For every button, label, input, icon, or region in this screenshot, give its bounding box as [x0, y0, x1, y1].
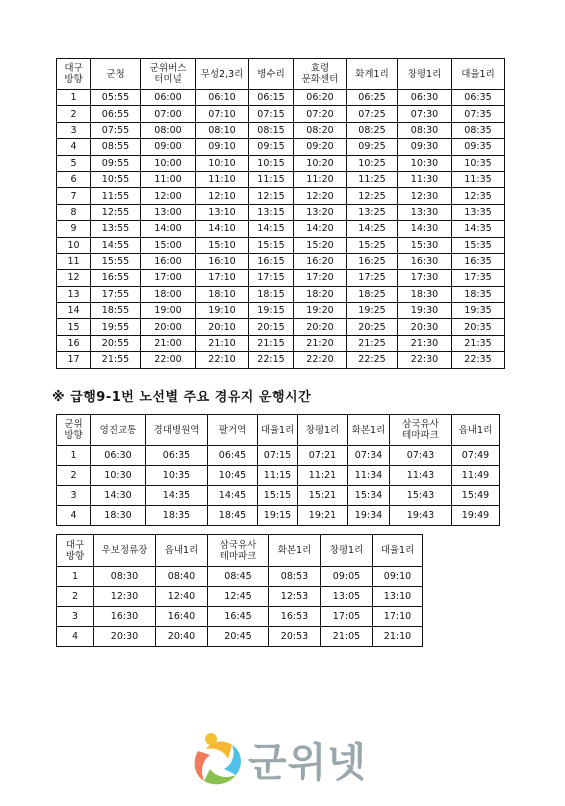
- time-cell: 19:15: [258, 506, 298, 526]
- logo-mark-icon: [190, 729, 246, 789]
- trip-number-cell: 6: [57, 171, 91, 187]
- time-cell: 12:53: [269, 587, 321, 607]
- time-cell: 12:20: [294, 188, 347, 204]
- trip-number-cell: 3: [57, 486, 91, 506]
- time-cell: 07:20: [294, 106, 347, 122]
- time-cell: 19:15: [249, 303, 294, 319]
- time-cell: 14:00: [141, 221, 196, 237]
- time-cell: 11:55: [91, 188, 141, 204]
- time-cell: 13:30: [398, 204, 452, 220]
- table-row: [57, 106, 505, 122]
- table-row: [57, 270, 505, 286]
- time-cell: 07:34: [348, 446, 390, 466]
- table-row: [57, 253, 505, 269]
- time-cell: 08:30: [94, 567, 156, 587]
- time-cell: 20:15: [249, 319, 294, 335]
- time-cell: 20:30: [94, 627, 156, 647]
- time-cell: 11:21: [298, 466, 348, 486]
- time-cell: 11:30: [398, 171, 452, 187]
- time-cell: 10:55: [91, 171, 141, 187]
- table-row: [57, 204, 505, 220]
- trip-number-cell: 4: [57, 627, 94, 647]
- time-cell: 19:49: [452, 506, 500, 526]
- time-cell: 11:49: [452, 466, 500, 486]
- column-header: 대율1리: [258, 415, 298, 446]
- table-row: [57, 171, 505, 187]
- trip-number-cell: 2: [57, 106, 91, 122]
- trip-number-cell: 1: [57, 446, 91, 466]
- time-cell: 15:35: [452, 237, 505, 253]
- time-cell: 10:10: [196, 155, 249, 171]
- table-row: [57, 446, 500, 466]
- time-cell: 15:34: [348, 486, 390, 506]
- table-row: [57, 506, 500, 526]
- table-header-row: [57, 59, 505, 90]
- table-row: [57, 567, 423, 587]
- time-cell: 22:20: [294, 352, 347, 368]
- time-cell: 21:20: [294, 335, 347, 351]
- time-cell: 08:30: [398, 122, 452, 138]
- time-cell: 08:15: [249, 122, 294, 138]
- trip-number-cell: 4: [57, 139, 91, 155]
- column-header: 효령 문화센터: [294, 59, 347, 90]
- time-cell: 19:10: [196, 303, 249, 319]
- time-cell: 21:30: [398, 335, 452, 351]
- time-cell: 16:15: [249, 253, 294, 269]
- time-cell: 18:15: [249, 286, 294, 302]
- time-cell: 19:21: [298, 506, 348, 526]
- table-row: [57, 607, 423, 627]
- time-cell: 12:30: [94, 587, 156, 607]
- trip-number-cell: 4: [57, 506, 91, 526]
- time-cell: 14:35: [452, 221, 505, 237]
- time-cell: 17:30: [398, 270, 452, 286]
- time-cell: 07:43: [390, 446, 452, 466]
- column-header: 군위 방향: [57, 415, 91, 446]
- column-header: 병수리: [249, 59, 294, 90]
- time-cell: 16:35: [452, 253, 505, 269]
- trip-number-cell: 5: [57, 155, 91, 171]
- time-cell: 06:25: [347, 90, 398, 106]
- time-cell: 12:35: [452, 188, 505, 204]
- time-cell: 18:30: [398, 286, 452, 302]
- time-cell: 18:20: [294, 286, 347, 302]
- trip-number-cell: 7: [57, 188, 91, 204]
- time-cell: 09:10: [196, 139, 249, 155]
- column-header: 삼국유사 테마파크: [390, 415, 452, 446]
- time-cell: 08:55: [91, 139, 141, 155]
- column-header: 읍내1리: [156, 535, 208, 567]
- time-cell: 20:53: [269, 627, 321, 647]
- time-cell: 06:00: [141, 90, 196, 106]
- time-cell: 11:20: [294, 171, 347, 187]
- column-header: 대구 방향: [57, 59, 91, 90]
- time-cell: 07:35: [452, 106, 505, 122]
- table-row: [57, 122, 505, 138]
- time-cell: 08:20: [294, 122, 347, 138]
- time-cell: 16:30: [94, 607, 156, 627]
- time-cell: 22:25: [347, 352, 398, 368]
- time-cell: 11:15: [258, 466, 298, 486]
- time-cell: 13:10: [373, 587, 423, 607]
- time-cell: 05:55: [91, 90, 141, 106]
- column-header: 화계1리: [347, 59, 398, 90]
- column-header: 화본1리: [269, 535, 321, 567]
- time-cell: 07:21: [298, 446, 348, 466]
- time-cell: 10:00: [141, 155, 196, 171]
- timetable-express-daegu-direction: [56, 534, 423, 647]
- time-cell: 20:20: [294, 319, 347, 335]
- time-cell: 09:10: [373, 567, 423, 587]
- time-cell: 06:30: [91, 446, 146, 466]
- time-cell: 10:20: [294, 155, 347, 171]
- time-cell: 18:25: [347, 286, 398, 302]
- timetable-daegu-direction: [56, 58, 505, 369]
- table-row: [57, 486, 500, 506]
- time-cell: 06:35: [146, 446, 208, 466]
- column-header: 팔거역: [208, 415, 258, 446]
- time-cell: 13:25: [347, 204, 398, 220]
- time-cell: 14:25: [347, 221, 398, 237]
- time-cell: 20:45: [208, 627, 269, 647]
- time-cell: 16:53: [269, 607, 321, 627]
- time-cell: 20:40: [156, 627, 208, 647]
- time-cell: 20:10: [196, 319, 249, 335]
- time-cell: 12:25: [347, 188, 398, 204]
- time-cell: 15:43: [390, 486, 452, 506]
- time-cell: 21:10: [373, 627, 423, 647]
- column-header: 대율1리: [452, 59, 505, 90]
- time-cell: 09:05: [321, 567, 373, 587]
- time-cell: 14:35: [146, 486, 208, 506]
- time-cell: 21:00: [141, 335, 196, 351]
- table-row: [57, 303, 505, 319]
- time-cell: 16:40: [156, 607, 208, 627]
- time-cell: 14:20: [294, 221, 347, 237]
- time-cell: 08:40: [156, 567, 208, 587]
- time-cell: 07:55: [91, 122, 141, 138]
- column-header: 창평1리: [398, 59, 452, 90]
- time-cell: 22:30: [398, 352, 452, 368]
- time-cell: 17:55: [91, 286, 141, 302]
- time-cell: 19:30: [398, 303, 452, 319]
- table-row: [57, 188, 505, 204]
- table-row: [57, 627, 423, 647]
- time-cell: 18:35: [452, 286, 505, 302]
- column-header: 읍내1리: [452, 415, 500, 446]
- time-cell: 12:40: [156, 587, 208, 607]
- time-cell: 09:25: [347, 139, 398, 155]
- time-cell: 18:55: [91, 303, 141, 319]
- trip-number-cell: 1: [57, 90, 91, 106]
- time-cell: 08:00: [141, 122, 196, 138]
- trip-number-cell: 12: [57, 270, 91, 286]
- trip-number-cell: 14: [57, 303, 91, 319]
- time-cell: 06:15: [249, 90, 294, 106]
- trip-number-cell: 3: [57, 122, 91, 138]
- time-cell: 21:35: [452, 335, 505, 351]
- time-cell: 19:25: [347, 303, 398, 319]
- time-cell: 09:55: [91, 155, 141, 171]
- table-row: [57, 352, 505, 368]
- trip-number-cell: 9: [57, 221, 91, 237]
- time-cell: 09:15: [249, 139, 294, 155]
- time-cell: 20:00: [141, 319, 196, 335]
- time-cell: 17:00: [141, 270, 196, 286]
- time-cell: 08:10: [196, 122, 249, 138]
- time-cell: 09:30: [398, 139, 452, 155]
- time-cell: 16:00: [141, 253, 196, 269]
- time-cell: 21:55: [91, 352, 141, 368]
- table-header-row: [57, 535, 423, 567]
- time-cell: 13:05: [321, 587, 373, 607]
- time-cell: 16:10: [196, 253, 249, 269]
- time-cell: 07:10: [196, 106, 249, 122]
- time-cell: 20:30: [398, 319, 452, 335]
- table-row: [57, 335, 505, 351]
- time-cell: 06:20: [294, 90, 347, 106]
- trip-number-cell: 11: [57, 253, 91, 269]
- time-cell: 14:45: [208, 486, 258, 506]
- time-cell: 15:25: [347, 237, 398, 253]
- time-cell: 07:15: [258, 446, 298, 466]
- time-cell: 11:34: [348, 466, 390, 486]
- time-cell: 21:15: [249, 335, 294, 351]
- gunwi-net-logo: [190, 727, 380, 793]
- table-row: [57, 237, 505, 253]
- time-cell: 16:30: [398, 253, 452, 269]
- column-header: 군위버스 터미널: [141, 59, 196, 90]
- table-row: [57, 221, 505, 237]
- time-cell: 10:25: [347, 155, 398, 171]
- time-cell: 14:55: [91, 237, 141, 253]
- time-cell: 10:35: [452, 155, 505, 171]
- timetable-express-gunwi-direction: [56, 414, 500, 526]
- column-header: 경대병원역: [146, 415, 208, 446]
- time-cell: 19:34: [348, 506, 390, 526]
- time-cell: 07:00: [141, 106, 196, 122]
- time-cell: 21:10: [196, 335, 249, 351]
- time-cell: 12:55: [91, 204, 141, 220]
- time-cell: 07:25: [347, 106, 398, 122]
- time-cell: 11:15: [249, 171, 294, 187]
- time-cell: 15:15: [249, 237, 294, 253]
- time-cell: 11:43: [390, 466, 452, 486]
- time-cell: 15:15: [258, 486, 298, 506]
- time-cell: 18:45: [208, 506, 258, 526]
- time-cell: 18:35: [146, 506, 208, 526]
- time-cell: 06:45: [208, 446, 258, 466]
- time-cell: 22:15: [249, 352, 294, 368]
- table-row: [57, 319, 505, 335]
- time-cell: 11:25: [347, 171, 398, 187]
- table-header-row: [57, 415, 500, 446]
- column-header: 화본1리: [348, 415, 390, 446]
- column-header: 대율1리: [373, 535, 423, 567]
- table-row: [57, 155, 505, 171]
- time-cell: 22:00: [141, 352, 196, 368]
- time-cell: 17:05: [321, 607, 373, 627]
- time-cell: 15:49: [452, 486, 500, 506]
- time-cell: 12:15: [249, 188, 294, 204]
- time-cell: 15:55: [91, 253, 141, 269]
- time-cell: 15:30: [398, 237, 452, 253]
- time-cell: 15:10: [196, 237, 249, 253]
- time-cell: 15:20: [294, 237, 347, 253]
- time-cell: 08:25: [347, 122, 398, 138]
- time-cell: 14:30: [91, 486, 146, 506]
- table-row: [57, 466, 500, 486]
- time-cell: 12:30: [398, 188, 452, 204]
- time-cell: 10:35: [146, 466, 208, 486]
- trip-number-cell: 2: [57, 466, 91, 486]
- column-header: 영진교통: [91, 415, 146, 446]
- column-header: 대구 방향: [57, 535, 94, 567]
- trip-number-cell: 13: [57, 286, 91, 302]
- time-cell: 10:15: [249, 155, 294, 171]
- time-cell: 07:30: [398, 106, 452, 122]
- time-cell: 19:20: [294, 303, 347, 319]
- time-cell: 13:35: [452, 204, 505, 220]
- time-cell: 19:35: [452, 303, 505, 319]
- trip-number-cell: 16: [57, 335, 91, 351]
- time-cell: 10:30: [91, 466, 146, 486]
- table-row: [57, 587, 423, 607]
- time-cell: 13:15: [249, 204, 294, 220]
- time-cell: 09:35: [452, 139, 505, 155]
- time-cell: 11:35: [452, 171, 505, 187]
- time-cell: 14:15: [249, 221, 294, 237]
- section-title: ※ 급행9-1번 노선별 주요 경유지 운행시간: [52, 390, 312, 405]
- time-cell: 13:55: [91, 221, 141, 237]
- time-cell: 20:35: [452, 319, 505, 335]
- time-cell: 10:45: [208, 466, 258, 486]
- time-cell: 14:10: [196, 221, 249, 237]
- time-cell: 09:00: [141, 139, 196, 155]
- time-cell: 06:10: [196, 90, 249, 106]
- column-header: 창평1리: [298, 415, 348, 446]
- time-cell: 17:35: [452, 270, 505, 286]
- column-header: 무성2,3리: [196, 59, 249, 90]
- time-cell: 06:55: [91, 106, 141, 122]
- time-cell: 15:00: [141, 237, 196, 253]
- time-cell: 10:30: [398, 155, 452, 171]
- time-cell: 17:10: [196, 270, 249, 286]
- time-cell: 17:20: [294, 270, 347, 286]
- time-cell: 12:10: [196, 188, 249, 204]
- column-header: 삼국유사 테마파크: [208, 535, 269, 567]
- logo-text: 군위넷: [248, 740, 367, 786]
- time-cell: 19:55: [91, 319, 141, 335]
- time-cell: 20:55: [91, 335, 141, 351]
- time-cell: 18:10: [196, 286, 249, 302]
- table-row: [57, 139, 505, 155]
- time-cell: 08:45: [208, 567, 269, 587]
- time-cell: 07:49: [452, 446, 500, 466]
- time-cell: 08:53: [269, 567, 321, 587]
- time-cell: 22:10: [196, 352, 249, 368]
- time-cell: 21:25: [347, 335, 398, 351]
- time-cell: 09:20: [294, 139, 347, 155]
- table-row: [57, 286, 505, 302]
- time-cell: 12:00: [141, 188, 196, 204]
- time-cell: 16:45: [208, 607, 269, 627]
- trip-number-cell: 3: [57, 607, 94, 627]
- time-cell: 13:10: [196, 204, 249, 220]
- time-cell: 13:20: [294, 204, 347, 220]
- trip-number-cell: 1: [57, 567, 94, 587]
- trip-number-cell: 8: [57, 204, 91, 220]
- time-cell: 17:15: [249, 270, 294, 286]
- trip-number-cell: 10: [57, 237, 91, 253]
- trip-number-cell: 2: [57, 587, 94, 607]
- time-cell: 15:21: [298, 486, 348, 506]
- time-cell: 20:25: [347, 319, 398, 335]
- time-cell: 12:45: [208, 587, 269, 607]
- time-cell: 16:25: [347, 253, 398, 269]
- column-header: 창평1리: [321, 535, 373, 567]
- time-cell: 16:55: [91, 270, 141, 286]
- time-cell: 16:20: [294, 253, 347, 269]
- time-cell: 19:43: [390, 506, 452, 526]
- time-cell: 06:35: [452, 90, 505, 106]
- time-cell: 07:15: [249, 106, 294, 122]
- time-cell: 21:05: [321, 627, 373, 647]
- time-cell: 19:00: [141, 303, 196, 319]
- time-cell: 18:30: [91, 506, 146, 526]
- time-cell: 11:10: [196, 171, 249, 187]
- time-cell: 22:35: [452, 352, 505, 368]
- trip-number-cell: 15: [57, 319, 91, 335]
- time-cell: 08:35: [452, 122, 505, 138]
- time-cell: 06:30: [398, 90, 452, 106]
- column-header: 군청: [91, 59, 141, 90]
- time-cell: 18:00: [141, 286, 196, 302]
- time-cell: 13:00: [141, 204, 196, 220]
- time-cell: 17:25: [347, 270, 398, 286]
- time-cell: 14:30: [398, 221, 452, 237]
- column-header: 우보정류장: [94, 535, 156, 567]
- time-cell: 17:10: [373, 607, 423, 627]
- time-cell: 11:00: [141, 171, 196, 187]
- trip-number-cell: 17: [57, 352, 91, 368]
- table-row: [57, 90, 505, 106]
